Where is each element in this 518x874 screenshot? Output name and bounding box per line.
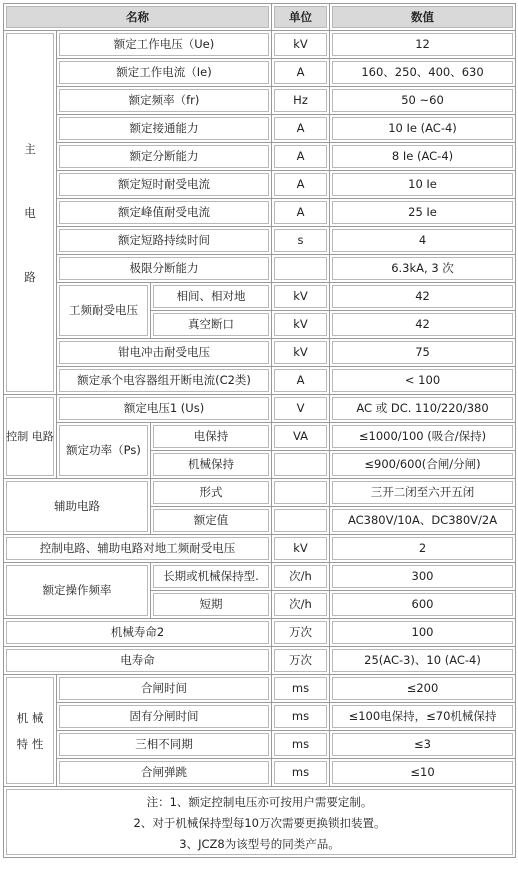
row-unit: 次/h <box>272 591 330 619</box>
row-unit: ms <box>272 675 330 703</box>
row-name: 控制电路、辅助电路对地工频耐受电压 <box>4 535 272 563</box>
row-subname: 电保持 <box>151 423 272 451</box>
table-row <box>4 87 516 115</box>
row-subname: 短期 <box>151 591 272 619</box>
table-row <box>4 339 516 367</box>
row-name: 工频耐受电压 <box>57 283 151 339</box>
row-value: 8 Ie (AC-4) <box>330 143 516 171</box>
group-main-circuit-label: 主 电 路 <box>24 141 36 284</box>
row-unit: A <box>272 59 330 87</box>
note-line: 3、JCZ8为该型号的同类产品。 <box>179 836 340 851</box>
table-row <box>4 563 516 591</box>
row-name: 固有分闸时间 <box>57 703 272 731</box>
row-value: AC380V/10A、DC380V/2A <box>330 507 516 535</box>
note-line: 2、对于机械保持型每10万次需要更换锁扣装置。 <box>133 815 386 830</box>
table-row <box>4 59 516 87</box>
row-unit: V <box>272 395 330 423</box>
table-row <box>4 731 516 759</box>
row-name: 极限分断能力 <box>57 255 272 283</box>
row-value: ≤10 <box>330 759 516 787</box>
table-row <box>4 227 516 255</box>
table-row <box>4 283 516 311</box>
row-value: 160、250、400、630 <box>330 59 516 87</box>
row-value: 6.3kA, 3 次 <box>330 255 516 283</box>
row-value: ≤1000/100 (吸合/保持) <box>330 423 516 451</box>
row-unit: kV <box>272 339 330 367</box>
row-unit: A <box>272 367 330 395</box>
row-unit: kV <box>272 311 330 339</box>
table-row <box>4 703 516 731</box>
table-row <box>4 171 516 199</box>
note-line: 注：1、额定控制电压亦可按用户需要定制。 <box>146 794 373 809</box>
row-value: 4 <box>330 227 516 255</box>
table-row <box>4 647 516 675</box>
row-value: 50 ~60 <box>330 87 516 115</box>
row-name: 额定分断能力 <box>57 143 272 171</box>
row-value: 12 <box>330 31 516 59</box>
row-name: 钳电冲击耐受电压 <box>57 339 272 367</box>
row-value: 10 Ie <box>330 171 516 199</box>
row-value: ≤3 <box>330 731 516 759</box>
row-unit: ms <box>272 731 330 759</box>
row-value: ≤200 <box>330 675 516 703</box>
notes-row <box>4 787 516 858</box>
group-mechanical-label: 机 械 特 性 <box>16 710 44 751</box>
row-unit: A <box>272 171 330 199</box>
row-value: 10 Ie (AC-4) <box>330 115 516 143</box>
row-unit: VA <box>272 423 330 451</box>
row-subname: 真空断口 <box>151 311 272 339</box>
table-row <box>4 115 516 143</box>
row-name: 额定频率（fr) <box>57 87 272 115</box>
row-name: 额定短时耐受电流 <box>57 171 272 199</box>
row-value: 25(AC-3)、10 (AC-4) <box>330 647 516 675</box>
row-subname: 形式 <box>151 479 272 507</box>
row-name: 额定峰值耐受电流 <box>57 199 272 227</box>
table-row <box>4 367 516 395</box>
row-unit: A <box>272 115 330 143</box>
row-unit: A <box>272 143 330 171</box>
table-row <box>4 395 516 423</box>
spec-table <box>3 3 516 858</box>
row-name: 机械寿命2 <box>4 619 272 647</box>
group-mechanical <box>4 675 57 787</box>
notes-cell <box>4 787 516 858</box>
row-unit: 次/h <box>272 563 330 591</box>
table-row <box>4 535 516 563</box>
row-unit: ms <box>272 703 330 731</box>
table-row <box>4 675 516 703</box>
row-name: 电寿命 <box>4 647 272 675</box>
header-row <box>4 4 516 31</box>
row-name: 合闸弹跳 <box>57 759 272 787</box>
row-name: 额定功率（Ps) <box>57 423 151 479</box>
header-unit: 单位 <box>272 4 330 31</box>
row-unit <box>272 255 330 283</box>
row-unit <box>272 479 330 507</box>
table-row <box>4 759 516 787</box>
row-value: ≤900/600(合闸/分闸) <box>330 451 516 479</box>
row-name: 额定电压1 (Us) <box>57 395 272 423</box>
row-value: AC 或 DC. 110/220/380 <box>330 395 516 423</box>
row-name: 额定工作电流（Ie) <box>57 59 272 87</box>
row-value: 三开二闭至六开五闭 <box>330 479 516 507</box>
row-name: 三相不同期 <box>57 731 272 759</box>
row-unit: kV <box>272 283 330 311</box>
row-value: 42 <box>330 311 516 339</box>
row-subname: 机械保持 <box>151 451 272 479</box>
table-row <box>4 423 516 451</box>
row-name: 额定操作频率 <box>4 563 151 619</box>
table-row <box>4 199 516 227</box>
row-subname: 额定值 <box>151 507 272 535</box>
row-unit: 万次 <box>272 619 330 647</box>
row-name: 额定工作电压（Ue) <box>57 31 272 59</box>
row-value: ≤100电保持，≤70机械保持 <box>330 703 516 731</box>
header-value: 数值 <box>330 4 516 31</box>
row-value: 100 <box>330 619 516 647</box>
row-value: 2 <box>330 535 516 563</box>
table-row <box>4 479 516 507</box>
row-value: 25 Ie <box>330 199 516 227</box>
header-name: 名称 <box>4 4 272 31</box>
row-name: 额定接通能力 <box>57 115 272 143</box>
row-unit <box>272 507 330 535</box>
row-unit: ms <box>272 759 330 787</box>
row-unit <box>272 451 330 479</box>
row-value: 300 <box>330 563 516 591</box>
row-name: 额定承个电容器组开断电流(C2类) <box>57 367 272 395</box>
group-main-circuit <box>4 31 57 395</box>
group-control-circuit: 控制 电路 <box>4 395 57 479</box>
row-name: 合闸时间 <box>57 675 272 703</box>
row-unit: s <box>272 227 330 255</box>
table-row <box>4 619 516 647</box>
row-unit: Hz <box>272 87 330 115</box>
row-unit: 万次 <box>272 647 330 675</box>
row-unit: kV <box>272 31 330 59</box>
row-subname: 长期或机械保持型. <box>151 563 272 591</box>
row-name: 辅助电路 <box>4 479 151 535</box>
row-subname: 相间、相对地 <box>151 283 272 311</box>
table-row <box>4 255 516 283</box>
row-value: 42 <box>330 283 516 311</box>
row-value: 75 <box>330 339 516 367</box>
row-value: 600 <box>330 591 516 619</box>
table-row <box>4 143 516 171</box>
row-unit: A <box>272 199 330 227</box>
row-unit: kV <box>272 535 330 563</box>
row-value: < 100 <box>330 367 516 395</box>
row-name: 额定短路持续时间 <box>57 227 272 255</box>
table-row <box>4 31 516 59</box>
